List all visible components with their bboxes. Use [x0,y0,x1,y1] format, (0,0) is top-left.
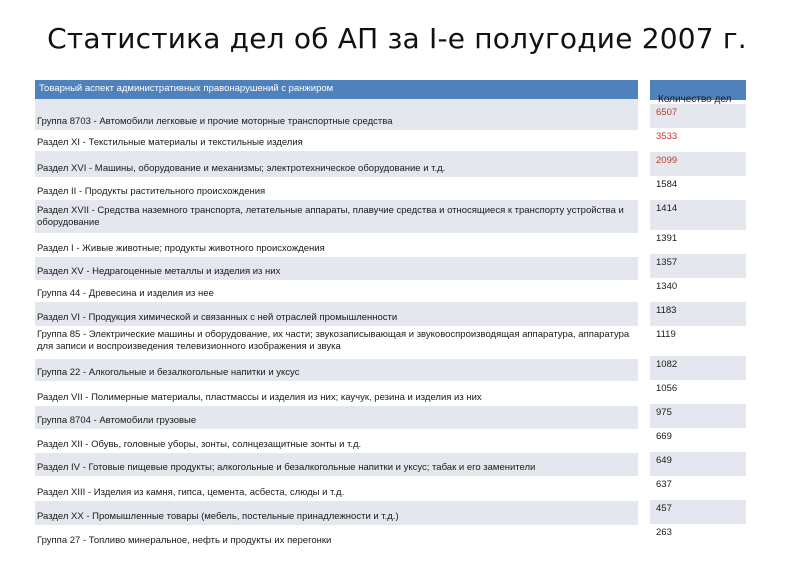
count-table-header: Количество дел [658,94,732,105]
table-row: Раздел I - Живые животные; продукты животного происхождения [35,233,638,257]
table-row: Группа 85 - Электрические машины и оборудование, их части; звукозаписывающая и звуковоспроизводящая аппаратура, аппаратура для записи и воспроизведения телевизионного изображения и звука [35,326,638,359]
table-row: 6507 [650,104,746,128]
table-row: 1357 [650,254,746,278]
table-row: 1340 [650,278,746,302]
table-row: 1391 [650,230,746,254]
table-row: Группа 22 - Алкогольные и безалкогольные напитки и уксус [35,359,638,381]
table-row: Раздел VII - Полимерные материалы, пластмассы и изделия из них; каучук, резина и изделия из них [35,381,638,406]
table-row: 1414 [650,200,746,230]
table-row: 1584 [650,176,746,200]
table-row: Раздел XV - Недрагоценные металлы и изделия из них [35,257,638,280]
table-row: Раздел XX - Промышленные товары (мебель, постельные принадлежности и т.д.) [35,501,638,525]
table-row: 457 [650,500,746,524]
table-row: Раздел XVI - Машины, оборудование и механизмы; электротехническое оборудование и т.д. [35,151,638,177]
table-row: Раздел XI - Текстильные материалы и текстильные изделия [35,130,638,151]
table-row: Группа 27 - Топливо минеральное, нефть и продукты их перегонки [35,525,638,549]
table-row: Раздел XII - Обувь, головные уборы, зонты, солнцезащитные зонты и т.д. [35,429,638,453]
table-row: Раздел XIII - Изделия из камня, гипса, цемента, асбеста, слюды и т.д. [35,476,638,501]
table-row: 2099 [650,152,746,176]
table-row: 1183 [650,302,746,326]
table-row: Группа 8704 - Автомобили грузовые [35,406,638,429]
page-title: Статистика дел об АП за I-е полугодие 2007 г. [47,22,747,55]
table-row: 1119 [650,326,746,356]
table-row: 3533 [650,128,746,152]
table-row: Группа 8703 - Автомобили легковые и прочие моторные транспортные средства [35,99,638,130]
table-row: 1056 [650,380,746,404]
table-row: Раздел XVII - Средства наземного транспорта, летательные аппараты, плавучие средства и относящиеся к транспорту устройства и оборудование [35,200,638,233]
table-row: 637 [650,476,746,500]
table-row: Раздел II - Продукты растительного происхождения [35,177,638,200]
table-row: 669 [650,428,746,452]
table-row: 263 [650,524,746,548]
table-row: Раздел VI - Продукция химической и связанных с ней отраслей промышленности [35,302,638,326]
goods-table-header: Товарный аспект административных правонарушений с ранжиром [35,80,638,99]
table-row: Раздел IV - Готовые пищевые продукты; алкогольные и безалкогольные напитки и уксус; табак и его заменители [35,453,638,476]
table-row: 1082 [650,356,746,380]
table-row: 649 [650,452,746,476]
table-row: 975 [650,404,746,428]
table-row: Группа 44 - Древесина и изделия из нее [35,280,638,302]
